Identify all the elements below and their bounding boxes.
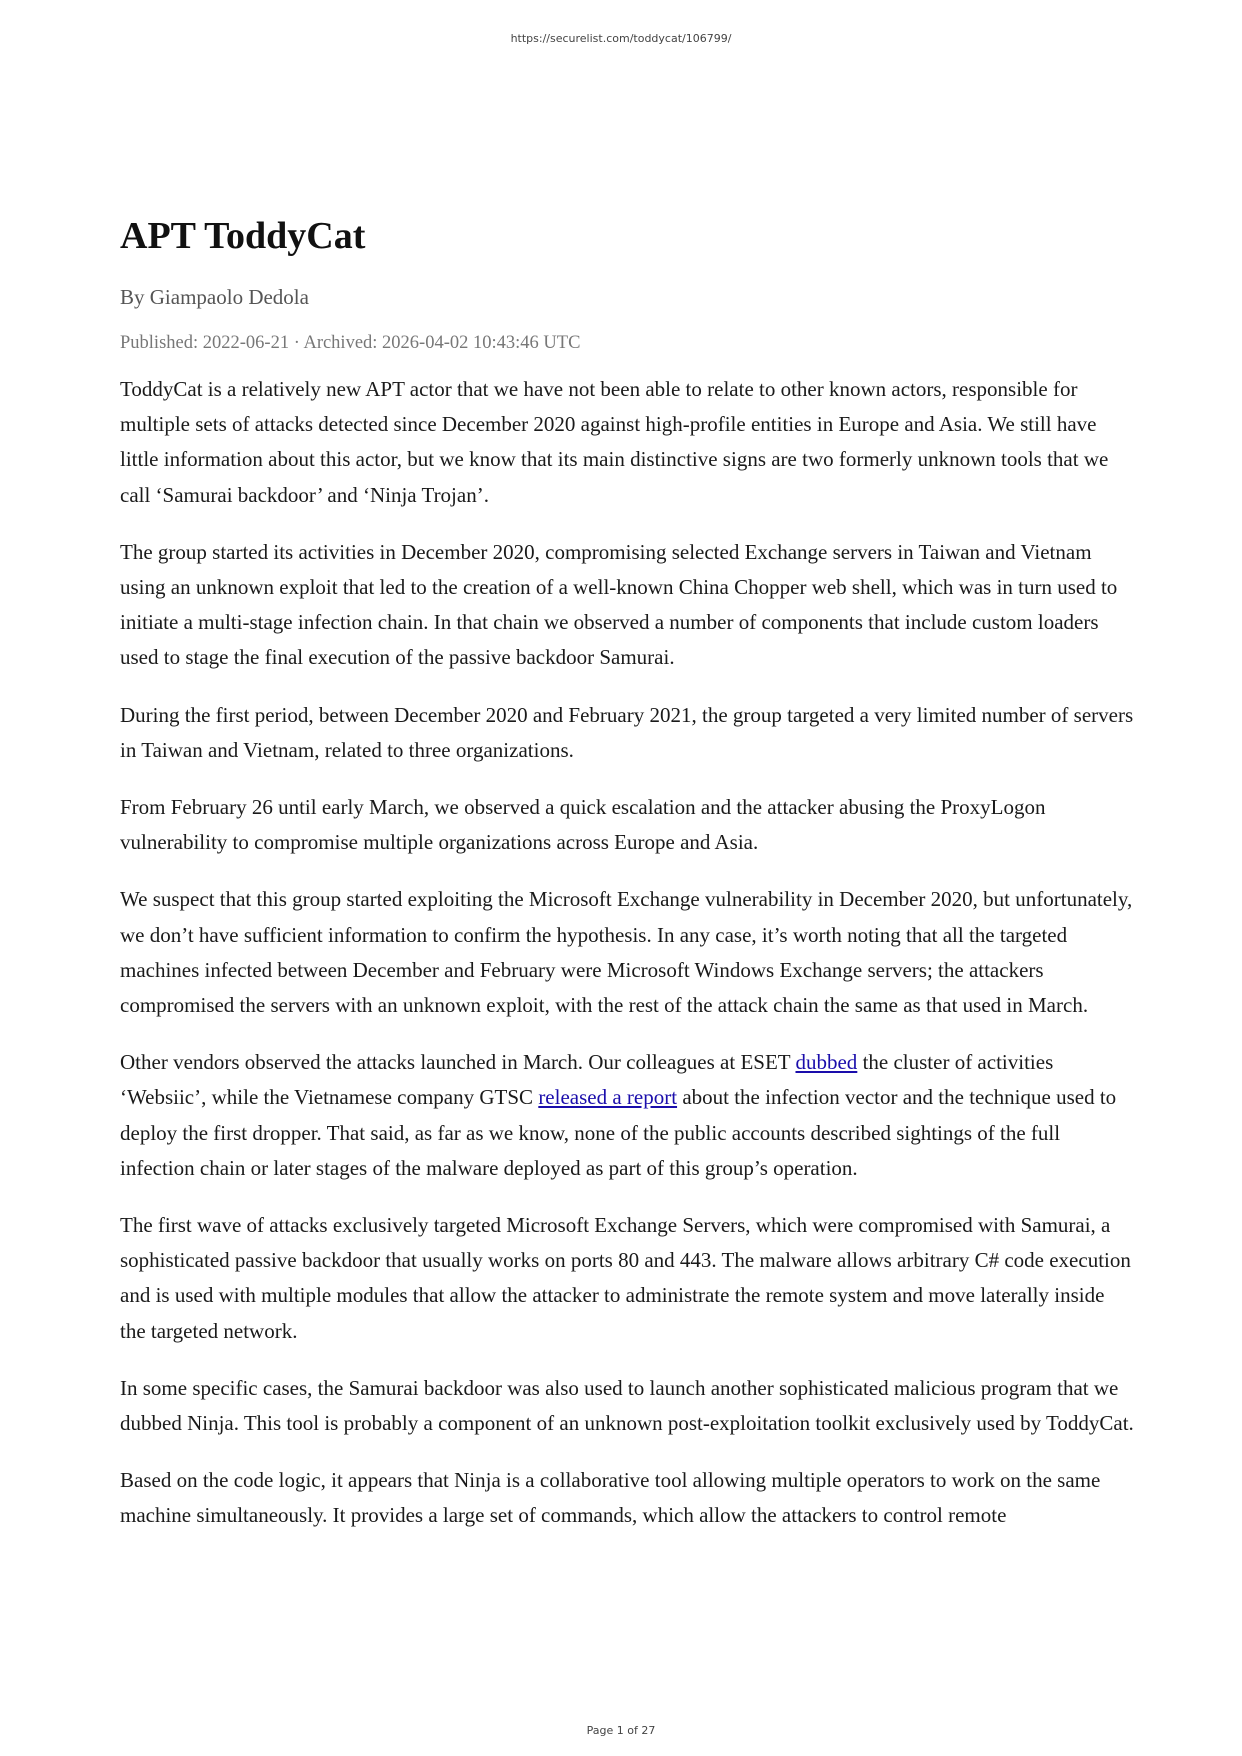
page-url: https://securelist.com/toddycat/106799/ [510, 32, 732, 45]
publish-meta: Published: 2022-06-21 · Archived: 2026-04-02 10:43:46 UTC [120, 333, 581, 353]
text: the cluster of activities ‘Websiic’, while the Vietnamese company GTSC [120, 1050, 1054, 1110]
link-dubbed[interactable]: dubbed [795, 1050, 858, 1075]
article [120, 212, 1135, 1556]
paragraph: In some specific cases, the Samurai backdoor was also used to launch another sophisticated malicious program that we dubbed Ninja. This tool is probably a component of an unknown post-exploitation toolkit exclusively used by ToddyCat. [120, 1375, 1134, 1436]
text: about the infection vector and the technique used to deploy the first dropper. That said, as far as we know, none of the public accounts described sightings of the full infection chain or later stages of the malware deployed as part of this group’s operation. [120, 1085, 1117, 1180]
author-byline: By Giampaolo Dedola [120, 285, 309, 309]
paragraph [120, 1045, 1135, 1186]
link-released-a-report[interactable]: released a report [538, 1085, 678, 1110]
page-number: Page 1 of 27 [586, 1724, 656, 1737]
paragraph: From February 26 until early March, we observed a quick escalation and the attacker abusing the ProxyLogon vulnerability to compromise multiple organizations across Europe and Asia. [120, 795, 1046, 855]
paragraph: During the first period, between December 2020 and February 2021, the group targeted a very limited number of servers in Taiwan and Vietnam, related to three organizations. [120, 702, 1134, 762]
text: Other vendors observed the attacks launched in March. Our colleagues at ESET [120, 1050, 796, 1075]
page-title: APT ToddyCat [120, 215, 366, 257]
paragraph: The first wave of attacks exclusively targeted Microsoft Exchange Servers, which were compromised with Samurai, a sophisticated passive backdoor that usually works on ports 80 and 443. The malware allows arbitrary C# code execution and is used with multiple modules that allow the attacker to administrate the remote system and move laterally inside the targeted network. [120, 1213, 1131, 1343]
paragraph: ToddyCat is a relatively new APT actor that we have not been able to relate to other known actors, responsible for multiple sets of attacks detected since December 2020 against high-profile entities in Europe and Asia. We still have little information about this actor, but we know that its main distinctive signs are two formerly unknown tools that we call ‘Samurai backdoor’ and ‘Ninja Trojan’. [120, 377, 1109, 507]
paragraph: The group started its activities in December 2020, compromising selected Exchange servers in Taiwan and Vietnam using an unknown exploit that led to the creation of a well-known China Chopper web shell, which was in turn used to initiate a multi-stage infection chain. In that chain we observed a number of components that include custom loaders used to stage the final execution of the passive backdoor Samurai. [120, 539, 1118, 670]
paragraph: Based on the code logic, it appears that Ninja is a collaborative tool allowing multiple operators to work on the same machine simultaneously. It provides a large set of commands, which allow the attackers to control remote [120, 1468, 1101, 1528]
article-body [120, 372, 1135, 1534]
paragraph: We suspect that this group started exploiting the Microsoft Exchange vulnerability in December 2020, but unfortunately, we don’t have sufficient information to confirm the hypothesis. In any case, it’s worth noting that all the targeted machines infected between December and February were Microsoft Windows Exchange servers; the attackers compromised the servers with an unknown exploit, with the rest of the attack chain the same as that used in March. [120, 887, 1133, 1018]
